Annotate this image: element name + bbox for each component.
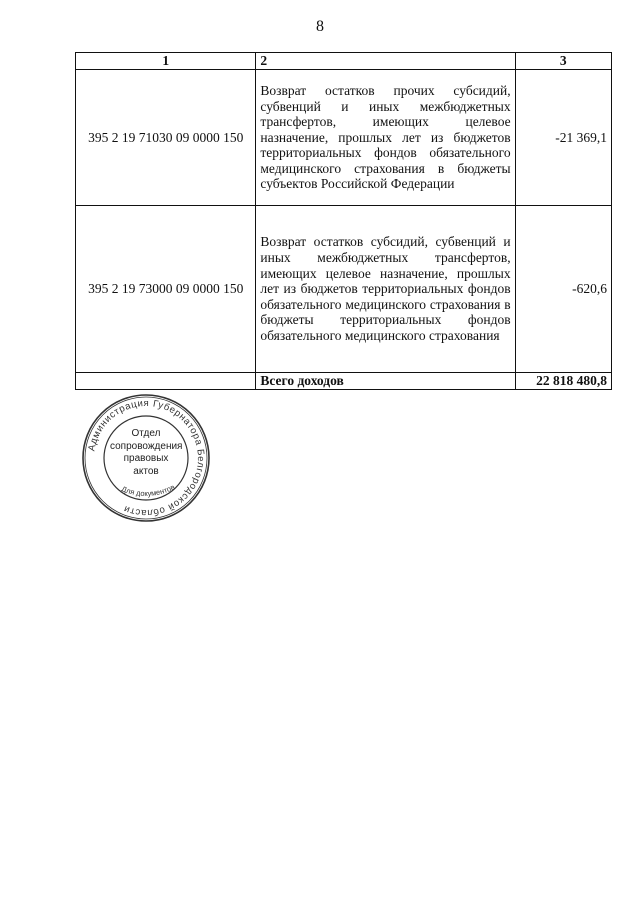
income-name-text: Возврат остатков прочих субсидий, субвенций и иных межбюджетных трансфертов, имеющих целевое назначение, прошлых лет из бюджетов территориальных фондов обязательного медицинского страхования в бюджеты субъектов Российской Федерации (260, 82, 511, 192)
amount-cell: -620,6 (515, 206, 611, 373)
official-stamp (80, 392, 212, 524)
stamp-line: Отдел (131, 428, 161, 439)
income-table (75, 52, 612, 390)
stamp-bottom-text: Для документов (120, 482, 177, 499)
total-row (76, 373, 612, 390)
table-row (76, 206, 612, 373)
page-number: 8 (316, 18, 324, 35)
stamp-ring-text: Администрация Губернатора Белгородской области (86, 397, 207, 519)
budget-code-cell: 395 2 19 73000 09 0000 150 (76, 206, 256, 373)
income-name-cell (256, 70, 515, 206)
total-empty-cell (76, 373, 256, 390)
column-header-1: 1 (76, 53, 256, 70)
column-header-3: 3 (515, 53, 611, 70)
table-header-row (76, 53, 612, 70)
column-header-2: 2 (256, 53, 515, 70)
table-row (76, 70, 612, 206)
amount-cell: -21 369,1 (515, 70, 611, 206)
stamp-line: актов (133, 465, 159, 477)
total-amount: 22 818 480,8 (515, 373, 611, 390)
budget-code-cell: 395 2 19 71030 09 0000 150 (76, 70, 256, 206)
stamp-center-text (110, 428, 182, 478)
stamp-line: правовых (123, 453, 169, 464)
income-name-cell (256, 206, 515, 373)
income-name-text: Возврат остатков субсидий, субвенций и иных межбюджетных трансфертов, имеющих целевое назначение, прошлых лет из бюджетов территориальных фондов обязательного медицинского страхования в бюджеты территориальных фондов обязательного медицинского страхования (260, 234, 511, 343)
stamp-line: сопровождения (110, 440, 183, 452)
total-label: Всего доходов (256, 373, 515, 390)
